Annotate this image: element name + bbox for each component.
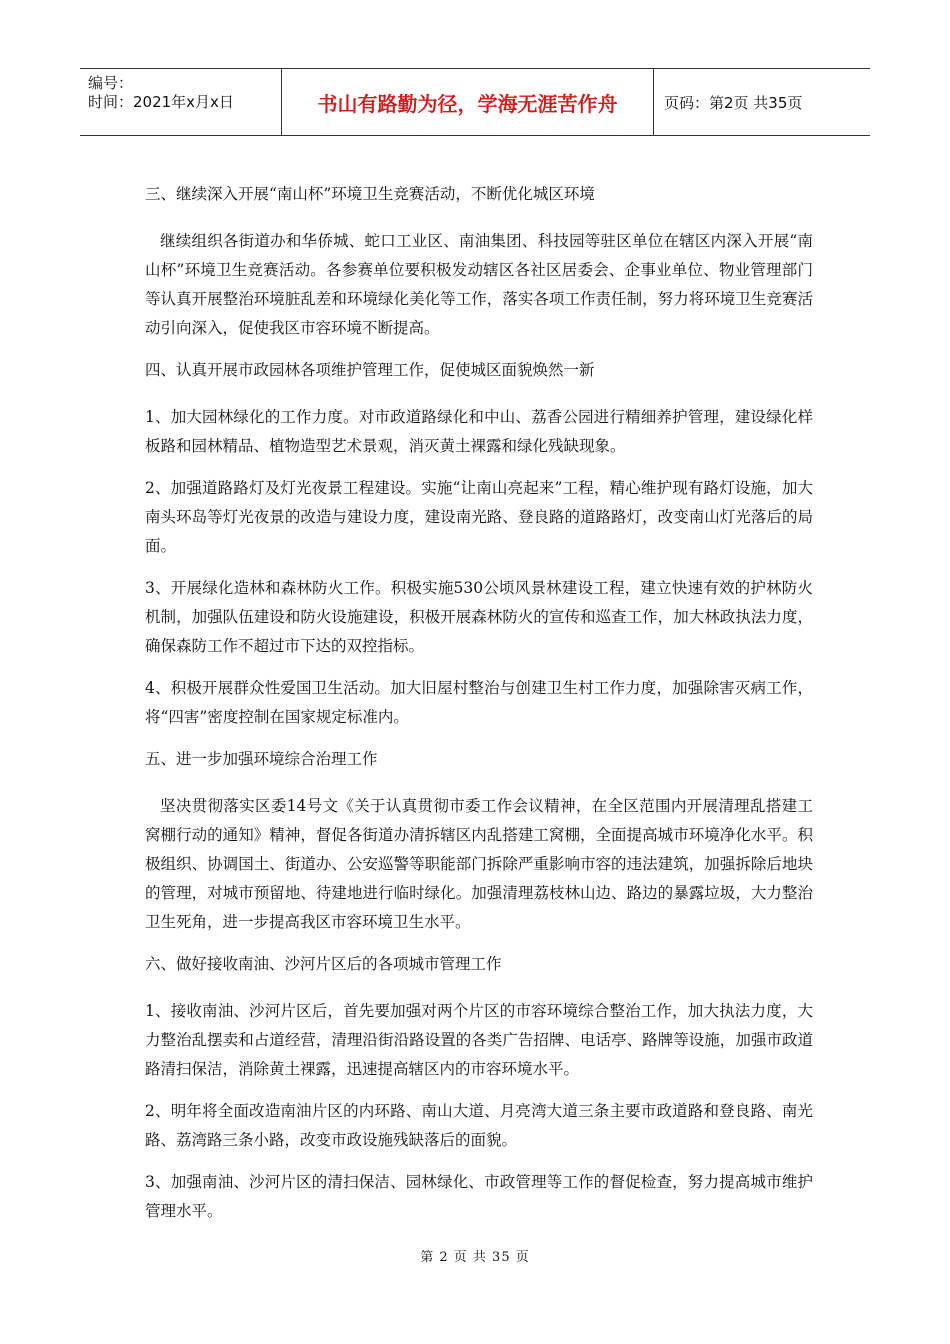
time-label: 时间：2021年x月x日 (88, 93, 234, 111)
header-motto: 书山有路勤为径，学海无涯苦作舟 (282, 69, 654, 135)
page-footer: 第 2 页 共 35 页 (420, 1250, 530, 1265)
body-paragraph: 4、积极开展群众性爱国卫生活动。加大旧屋村整治与创建卫生村工作力度，加强除害灭病工作，将“四害”密度控制在国家规定标准内。 (145, 679, 813, 726)
page-header (80, 68, 870, 136)
body-paragraph: 继续组织各街道办和华侨城、蛇口工业区、南油集团、科技园等驻区单位在辖区内深入开展“南山杯”环境卫生竞赛活动。各参赛单位要积极发动辖区各社区居委会、企事业单位、物业管理部门等认真开展整治环境脏乱差和环境绿化美化等工作，落实各项工作责任制，努力将环境卫生竞赛活动引向深入，促使我区市容环境不断提高。 (145, 232, 813, 337)
number-label: 编号： (88, 74, 134, 92)
section-heading: 六、做好接收南油、沙河片区后的各项城市管理工作 (145, 955, 502, 973)
section-heading: 五、进一步加强环境综合治理工作 (145, 750, 378, 768)
body-paragraph: 3、开展绿化造林和森林防火工作。积极实施530公顷风景林建设工程，建立快速有效的护林防火机制，加强队伍建设和防火设施建设，积极开展森林防火的宣传和巡查工作，加大林政执法力度，确保森防工作不超过市下达的双控指标。 (145, 579, 813, 655)
section-heading: 四、认真开展市政园林各项维护管理工作，促使城区面貌焕然一新 (145, 361, 595, 379)
body-paragraph: 2、加强道路路灯及灯光夜景工程建设。实施“让南山亮起来”工程，精心维护现有路灯设施，加大南头环岛等灯光夜景的改造与建设力度，建设南光路、登良路的道路路灯，改变南山灯光落后的局面。 (145, 479, 813, 555)
header-meta (80, 69, 282, 135)
body-paragraph: 2、明年将全面改造南油片区的内环路、南山大道、月亮湾大道三条主要市政道路和登良路、南光路、荔湾路三条小路，改变市政设施残缺落后的面貌。 (145, 1102, 813, 1149)
header-page-info: 页码：第2页 共35页 (664, 93, 803, 112)
body-paragraph: 1、接收南油、沙河片区后，首先要加强对两个片区的市容环境综合整治工作，加大执法力度，大力整治乱摆卖和占道经营，清理沿街沿路设置的各类广告招牌、电话亭、路牌等设施，加强市政道路清扫保洁，消除黄土裸露，迅速提高辖区内的市容环境水平。 (145, 1002, 813, 1078)
body-paragraph: 坚决贯彻落实区委14号文《关于认真贯彻市委工作会议精神，在全区范围内开展清理乱搭建工窝棚行动的通知》精神，督促各街道办清拆辖区内乱搭建工窝棚，全面提高城市环境净化水平。积极组织、协调国土、街道办、公安巡警等职能部门拆除严重影响市容的违法建筑，加强拆除后地块的管理，对城市预留地、待建地进行临时绿化。加强清理荔枝林山边、路边的暴露垃圾，大力整治卫生死角，进一步提高我区市容环境卫生水平。 (145, 797, 813, 931)
body-paragraph: 1、加大园林绿化的工作力度。对市政道路绿化和中山、荔香公园进行精细养护管理，建设绿化样板路和园林精品、植物造型艺术景观，消灭黄土裸露和绿化残缺现象。 (145, 408, 813, 455)
body-paragraph: 3、加强南油、沙河片区的清扫保洁、园林绿化、市政管理等工作的督促检查，努力提高城市维护管理水平。 (145, 1173, 813, 1220)
document-body (145, 180, 813, 1239)
section-heading: 三、继续深入开展“南山杯”环境卫生竞赛活动，不断优化城区环境 (145, 185, 595, 203)
